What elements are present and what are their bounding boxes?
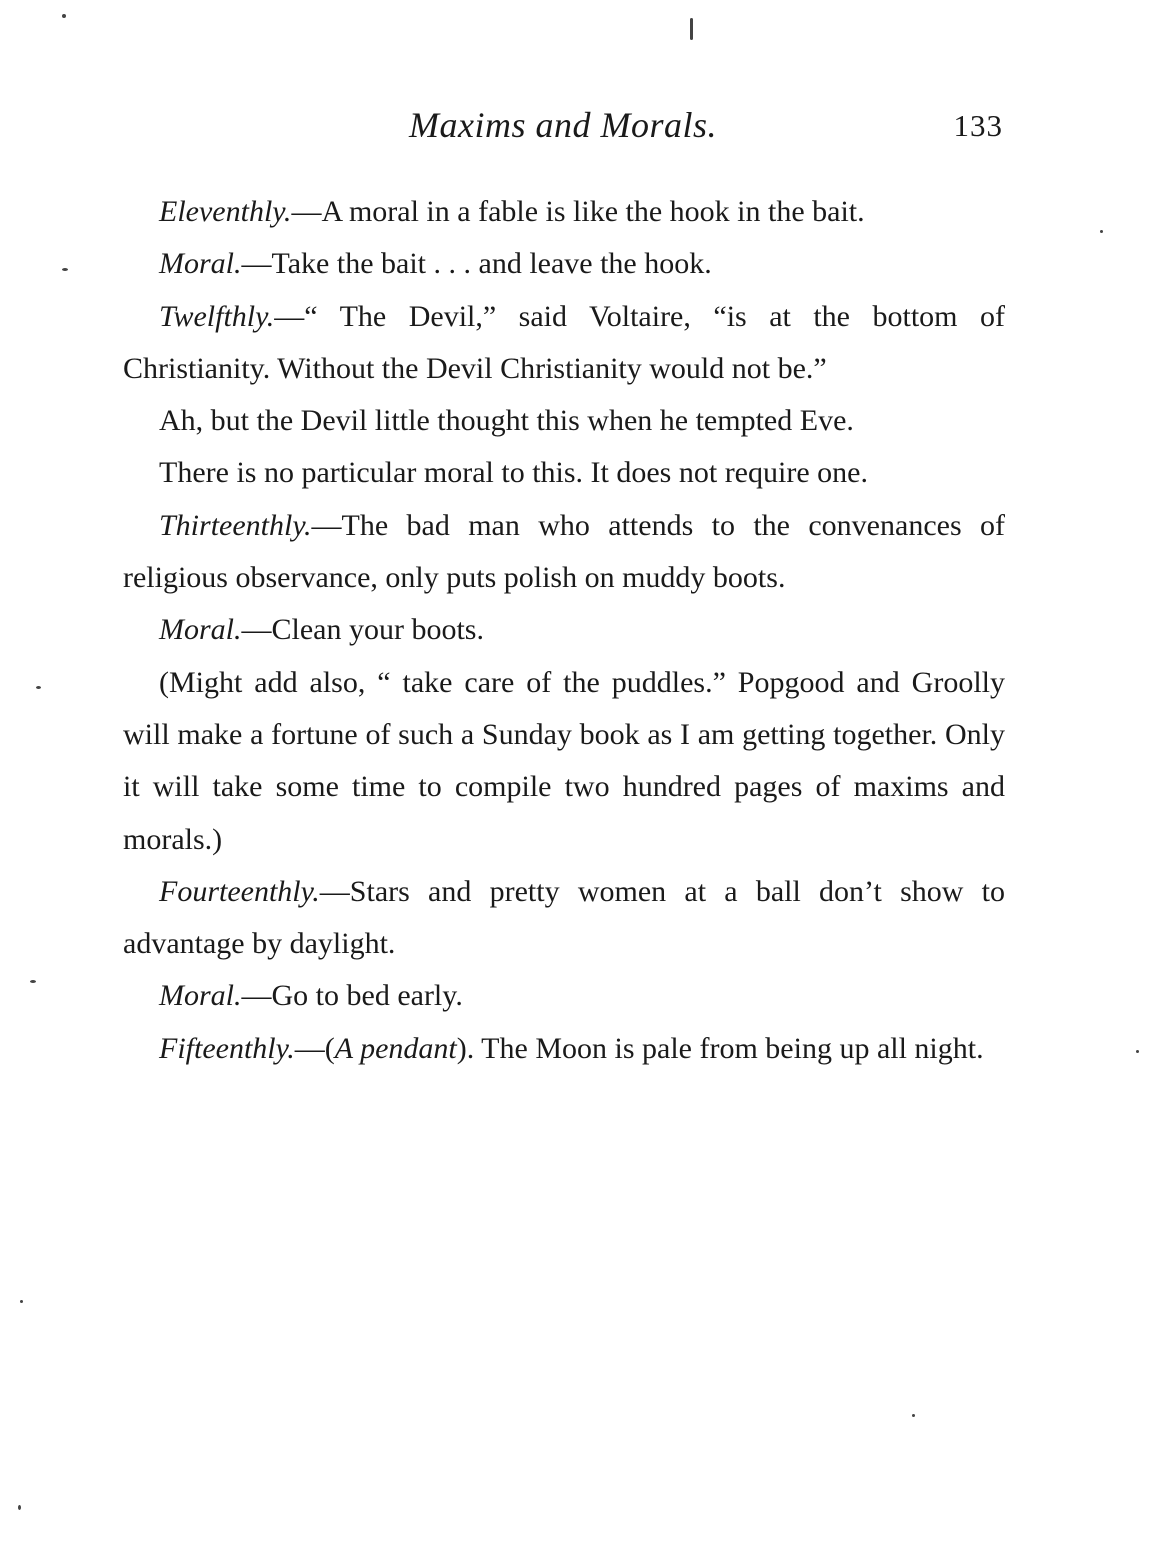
page-header — [123, 104, 1003, 154]
scan-speck — [20, 1300, 23, 1303]
paragraph — [123, 970, 1005, 1022]
paragraph-text: There is no particular moral to this. It does not require one. — [159, 456, 868, 490]
paragraph-lead: Thirteenthly. — [159, 508, 312, 542]
running-title: Maxims and Morals. — [409, 105, 717, 145]
paragraph-text: —Go to bed early. — [241, 979, 463, 1013]
paragraph — [123, 291, 1005, 396]
paragraph — [123, 604, 1005, 656]
paragraph-text: —A moral in a fable is like the hook in the bait. — [291, 195, 865, 228]
scan-speck — [690, 18, 693, 40]
paragraph-lead: Eleventhly. — [159, 195, 292, 228]
paragraph-text: —Clean your boots. — [241, 613, 484, 647]
paragraph — [123, 238, 1005, 290]
paragraph-text: —Take the bait . . . and leave the hook. — [241, 247, 712, 281]
paragraph — [123, 447, 1005, 499]
paragraph — [123, 500, 1005, 605]
scan-speck — [1136, 1050, 1139, 1053]
scan-speck — [62, 268, 68, 271]
page-number: 133 — [953, 108, 1003, 143]
scan-speck — [912, 1414, 915, 1417]
paragraph-lead: Moral. — [159, 247, 242, 281]
scan-speck — [36, 686, 41, 689]
paragraph — [123, 186, 1005, 238]
paragraph — [123, 657, 1005, 866]
paragraph — [123, 395, 1005, 447]
scan-speck — [30, 980, 36, 983]
page-body — [123, 186, 1005, 1075]
scan-speck — [62, 14, 66, 18]
paragraph-lead-inline: A pendant — [334, 1031, 457, 1065]
paragraph — [123, 866, 1005, 971]
paragraph — [123, 1023, 1005, 1075]
scan-speck — [1100, 230, 1103, 233]
scan-speck — [18, 1505, 21, 1510]
paragraph-text: ). The Moon is pale from being up all night. — [456, 1031, 984, 1065]
paragraph-lead: Fifteenthly. — [159, 1031, 295, 1065]
paragraph-text: —( — [294, 1031, 335, 1065]
paragraph-text: —“ The Devil,” said Voltaire, “is at the bottom of Christianity. Without the Devil Christianity would not be.” — [123, 299, 1005, 385]
paragraph-lead: Twelfthly. — [159, 299, 275, 333]
paragraph-lead: Moral. — [159, 613, 242, 647]
paragraph-text: —Stars and pretty women at a ball don’t show to advantage by daylight. — [123, 874, 1005, 961]
paragraph-lead: Moral. — [159, 979, 242, 1013]
paragraph-text: (Might add also, “ take care of the puddles.” Popgood and Groolly will make a fortune of such a Sunday book as I am getting together. Only it will take some time to compile two hundred pages of maxims and morals.) — [123, 665, 1005, 856]
paragraph-text: —The bad man who attends to the convenances of religious observance, only puts polish on muddy boots. — [123, 508, 1005, 595]
paragraph-text: Ah, but the Devil little thought this when he tempted Eve. — [159, 404, 854, 438]
paragraph-lead: Fourteenthly. — [159, 874, 320, 908]
